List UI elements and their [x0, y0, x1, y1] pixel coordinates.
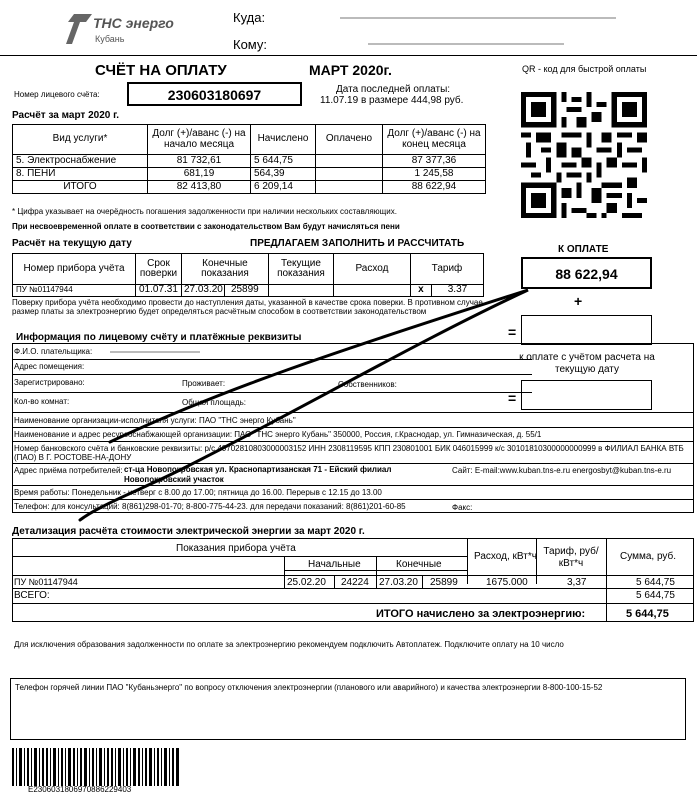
detail-header-readings: Показания прибора учёта [176, 543, 296, 554]
info-divider [12, 359, 532, 360]
table-cell [181, 285, 268, 297]
reception-label: Адрес приёма потребителей: [14, 466, 123, 475]
detail-row-line [12, 588, 694, 589]
with-current-label: к оплате с учётом расчета на текущую дату [519, 352, 655, 375]
current-suggest: ПРЕДЛАГАЕМ ЗАПОЛНИТЬ И РАССЧИТАТЬ [250, 238, 465, 249]
equals-sign: = [508, 390, 517, 406]
detail-total-label: ВСЕГО: [14, 590, 50, 601]
detail-col-line [467, 538, 468, 584]
phones-text: Телефон: для консультаций: 8(861)298-01-70; 8-800-775-44-23. для передачи показаний: 8(861)201-60-85 [14, 502, 406, 511]
current-header-row [13, 254, 484, 285]
pay-amount: 88 622,94 [555, 266, 618, 282]
table-row [13, 168, 486, 181]
detail-meter: ПУ №01147944 [14, 577, 78, 587]
current-reading-input[interactable] [268, 285, 333, 297]
account-number-box [127, 82, 302, 106]
executor-text: Наименование организации-исполнителя услуги: ПАО "ТНС энерго Кубань" [14, 416, 296, 425]
tariff-value: 3.37 [431, 285, 483, 297]
table-cell: ПУ №01147944 [13, 285, 136, 297]
table-cell: 5. Электроснабжение [13, 155, 148, 168]
detail-header-tariff: Тариф, руб/кВт*ч [543, 546, 599, 569]
table-row [13, 155, 486, 168]
grand-total-label: ИТОГО начислено за электроэнергию: [376, 608, 586, 620]
fax-label: Факс: [452, 503, 473, 512]
current-title: Расчёт на текущую дату [12, 238, 132, 249]
current-header: Текущие показания [268, 254, 333, 285]
current-header: Номер прибора учёта [13, 254, 136, 285]
current-header: Расход [333, 254, 410, 285]
table-cell: 5 644,75 [251, 155, 316, 168]
detail-initial-date: 25.02.20 [287, 577, 326, 588]
last-payment-value: 11.07.19 в размере 444,98 руб. [320, 95, 464, 106]
address-redacted [340, 17, 616, 19]
summary-table [12, 124, 486, 194]
table-row [13, 181, 486, 194]
info-divider [12, 485, 694, 486]
payer-label: Ф.И.О. плательщика: [14, 347, 93, 356]
current-table [12, 253, 484, 297]
summary-header: Начислено [251, 125, 316, 155]
table-cell [316, 168, 383, 181]
detail-final-value: 25899 [430, 577, 458, 588]
pay-label: К ОПЛАТЕ [558, 244, 609, 255]
detail-row-line [12, 575, 694, 576]
last-payment-label: Дата последней оплаты: [336, 84, 451, 95]
reception-text: ст-ца Новопокровская ул. Краснопартизанская 71 - Ейский филиал Новопокровский участок [124, 465, 392, 484]
address-label: Куда: [233, 10, 266, 25]
equals-sign: = [508, 324, 517, 340]
detail-col-line [606, 538, 607, 622]
info-divider [12, 374, 532, 375]
table-cell [316, 155, 383, 168]
logo-text: ТНС энерго [93, 15, 174, 31]
verification-note: Поверку прибора учёта необходимо провести до наступления даты, указанной в качестве срока поверки. В противном случае размер платы за электроэнергию будет определяться расчётным способом в соответствии законодательством [12, 298, 483, 316]
summary-header: Долг (+)/аванс (-) на начало месяца [148, 125, 251, 155]
table-cell: 1 245,58 [383, 168, 486, 181]
logo-mark-icon [66, 14, 92, 44]
info-divider [12, 499, 694, 500]
site-text: Сайт: E-mail:www.kuban.tns-e.ru energosbyt@kuban.tns-e.ru [452, 466, 672, 475]
plus-sign: + [574, 293, 583, 309]
table-row [13, 285, 484, 297]
table-cell: 8. ПЕНИ [13, 168, 148, 181]
info-divider [12, 441, 694, 442]
table-cell [316, 181, 383, 194]
current-header: Тариф [410, 254, 483, 285]
hotline-box [10, 678, 686, 740]
grand-total-value: 5 644,75 [626, 608, 669, 620]
detail-header-final: Конечные [396, 559, 442, 570]
info-title: Информация по лицевому счёту и платёжные реквизиты [16, 332, 302, 343]
owners-label: Собственников: [338, 380, 397, 389]
summary-header: Оплачено [316, 125, 383, 155]
final-date: 27.03.20 [182, 285, 225, 296]
info-divider [12, 427, 694, 428]
summary-footnote: * Цифра указывает на очерёдность погашения задолженности при наличии нескольких составляющих. [12, 207, 397, 216]
current-amount-input[interactable] [521, 315, 652, 345]
detail-col-line [376, 556, 377, 588]
detail-tariff: 3,37 [567, 577, 587, 588]
barcode-icon [12, 748, 180, 786]
detail-row-line [12, 556, 467, 557]
table-cell: 87 377,36 [383, 155, 486, 168]
table-cell: 681,19 [148, 168, 251, 181]
header-divider [0, 55, 697, 56]
table-cell: 6 209,14 [251, 181, 316, 194]
detail-row-line [12, 603, 694, 604]
autopay-note: Для исключения образования задолженности по оплате за электроэнергию рекомендуем подключить Автоплатеж. Подключите оплату на 10 число [14, 640, 564, 649]
detail-final-date: 27.03.20 [379, 577, 418, 588]
current-header: Срок поверки [136, 254, 182, 285]
detail-col-line [284, 556, 285, 588]
recipient-redacted [368, 43, 564, 45]
area-label: Общая площадь: [182, 398, 247, 407]
detail-header-consumption: Расход, кВт*ч [474, 551, 537, 562]
bank-text: Номер банковского счёта и банковские реквизиты: р/с 40702810803000003152 ИНН 2308119595 КПП 230801001 БИК 046015999 к/с 30101810300000000999 в ФИЛИАЛ БАНКА ВТБ (ПАО) В Г. РОСТОВЕ-НА-ДОНУ [14, 444, 684, 462]
payer-redacted [110, 351, 200, 353]
invoice-title: СЧЁТ НА ОПЛАТУ [95, 62, 227, 79]
invoice-period: МАРТ 2020г. [309, 62, 392, 78]
info-divider [12, 392, 532, 393]
table-cell: 88 622,94 [383, 181, 486, 194]
detail-initial-value: 24224 [341, 577, 369, 588]
info-divider [12, 463, 694, 464]
pay-amount-box [521, 257, 652, 289]
supplier-text: Наименование и адрес ресурсоснабжающей организации: ПАО "ТНС энерго Кубань" 350000, Россия, г.Краснодар, ул. Гимназическая, д. 55/1 [14, 430, 542, 439]
final-value: 25899 [230, 284, 259, 296]
tariff-mark: x [410, 285, 431, 297]
summary-header: Долг (+)/аванс (-) на конец месяца [383, 125, 486, 155]
account-number: 230603180697 [167, 87, 262, 103]
detail-sum: 5 644,75 [636, 577, 675, 588]
address-field-label: Адрес помещения: [14, 362, 85, 371]
detail-total-value: 5 644,75 [636, 590, 675, 601]
registered-label: Зарегистрировано: [14, 378, 85, 387]
recipient-label: Кому: [233, 37, 267, 52]
living-label: Проживает: [182, 379, 226, 388]
penalty-note: При несвоевременной оплате в соответствии с законодательством Вам будут начисляться пени [12, 222, 400, 231]
summary-header-row [13, 125, 486, 155]
barcode-number: Е2306031806970886229403 [28, 785, 132, 794]
detail-col-line [334, 575, 335, 588]
detail-header-sum: Сумма, руб. [620, 551, 677, 562]
summary-title: Расчёт за март 2020 г. [12, 110, 120, 121]
table-cell: 01.07.31 [136, 285, 182, 297]
detail-title: Детализация расчёта стоимости электрической энергии за март 2020 г. [12, 526, 365, 537]
company-logo [66, 12, 174, 48]
summary-header: Вид услуги* [13, 125, 148, 155]
table-cell: 81 732,61 [148, 155, 251, 168]
qr-code-icon [521, 92, 647, 218]
detail-header-initial: Начальные [308, 559, 361, 570]
table-cell: ИТОГО [13, 181, 148, 194]
consumption-input[interactable] [333, 285, 410, 297]
table-cell: 564,39 [251, 168, 316, 181]
current-header: Конечные показания [181, 254, 268, 285]
info-divider [12, 412, 694, 413]
hotline-text: Телефон горячей линии ПАО "Кубаньэнерго" по вопросу отключения электроэнергии (планового или аварийного) и качества электроэнергии 8-800-100-15-52 [15, 683, 603, 692]
hours-text: Время работы: Понедельник - четверг с 8.00 до 17.00; пятница до 16.00. Перерыв с 12.15 до 13.00 [14, 488, 382, 497]
account-label: Номер лицевого счёта: [14, 90, 100, 99]
rooms-label: Кол-во комнат: [14, 397, 70, 406]
table-cell: 82 413,80 [148, 181, 251, 194]
qr-label: QR - код для быстрой оплаты [522, 64, 647, 74]
detail-consumption: 1675.000 [486, 577, 528, 588]
detail-col-line [422, 575, 423, 588]
logo-subtext: Кубань [95, 34, 125, 44]
